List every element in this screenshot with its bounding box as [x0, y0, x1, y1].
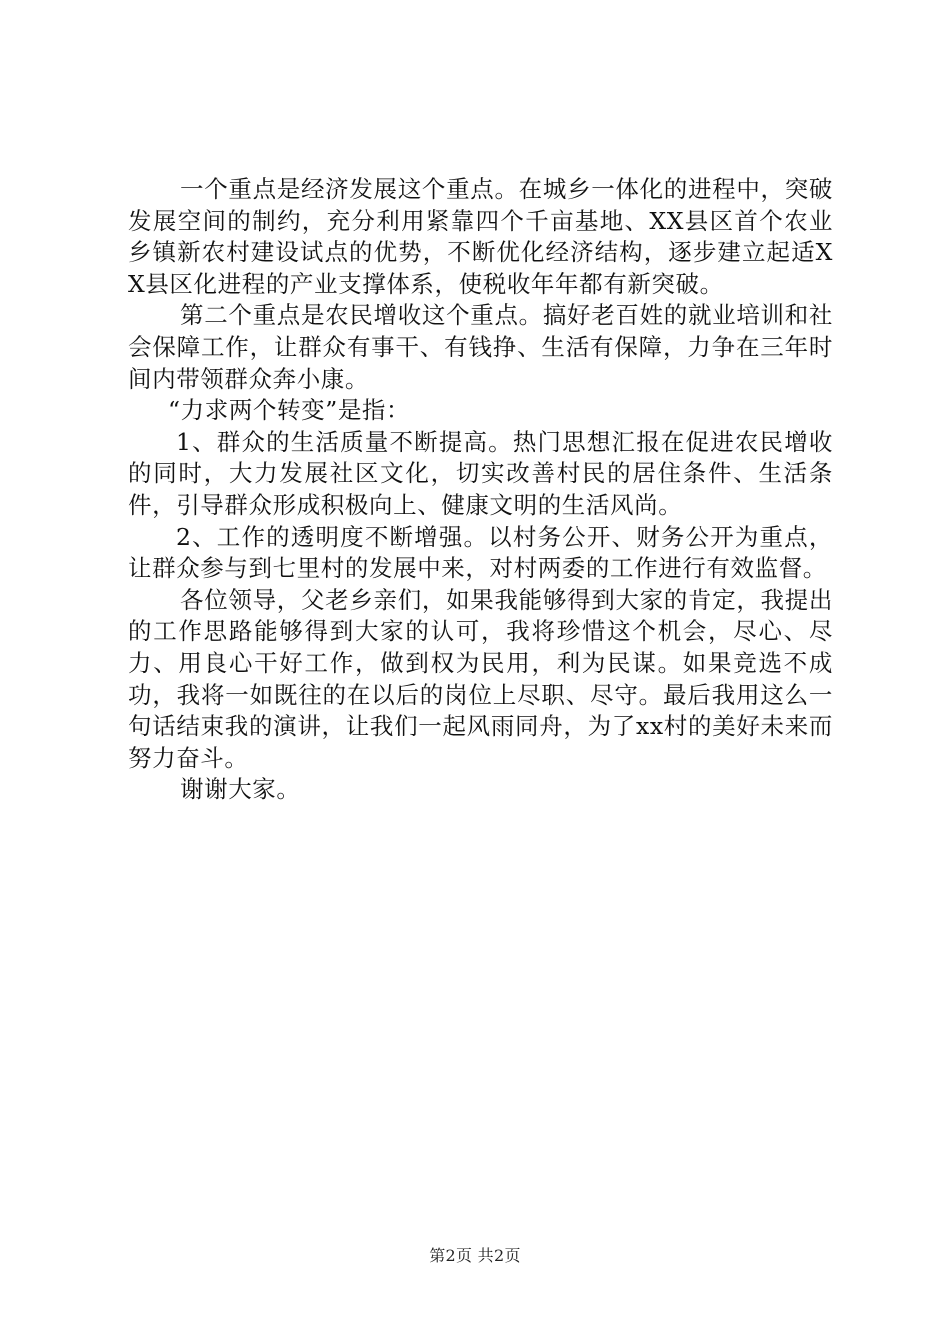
paragraph-thanks: 谢谢大家。	[180, 775, 301, 804]
paragraph-closing-remarks: 各位领导，父老乡亲们，如果我能够得到大家的肯定，我提出的工作思路能够得到大家的认可，我将珍惜这个机会，尽心、尽力、用良心干好工作，做到权为民用，利为民谋。如果竞选不成功，我将一如既往的在以后的岗位上尽职、尽守。最后我用这么一句话结束我的演讲，让我们一起风雨同舟，为了xx村的美好未来而努力奋斗。	[128, 585, 833, 772]
document-body	[128, 174, 833, 806]
paragraph-income-focus: 第二个重点是农民增收这个重点。搞好老百姓的就业培训和社会保障工作，让群众有事干、有钱挣、生活有保障，力争在三年时间内带领群众奔小康。	[128, 301, 833, 393]
paragraph-change-one: 1、群众的生活质量不断提高。热门思想汇报在促进农民增收的同时，大力发展社区文化，切实改善村民的居住条件、生活条件，引导群众形成积极向上、健康文明的生活风尚。	[128, 427, 833, 519]
paragraph-economic-focus: 一个重点是经济发展这个重点。在城乡一体化的进程中，突破发展空间的制约，充分利用紧靠四个千亩基地、XX县区首个农业乡镇新农村建设试点的优势，不断优化经济结构，逐步建立起适XX县区化进程的产业支撑体系，使税收年年都有新突破。	[128, 175, 833, 298]
page-number-footer: 第2页 共2页	[429, 1246, 521, 1265]
paragraph-two-changes-heading: “力求两个转变”是指：	[168, 396, 411, 425]
paragraph-change-two: 2、工作的透明度不断增强。以村务公开、财务公开为重点，让群众参与到七里村的发展中来，对村两委的工作进行有效监督。	[128, 522, 833, 583]
